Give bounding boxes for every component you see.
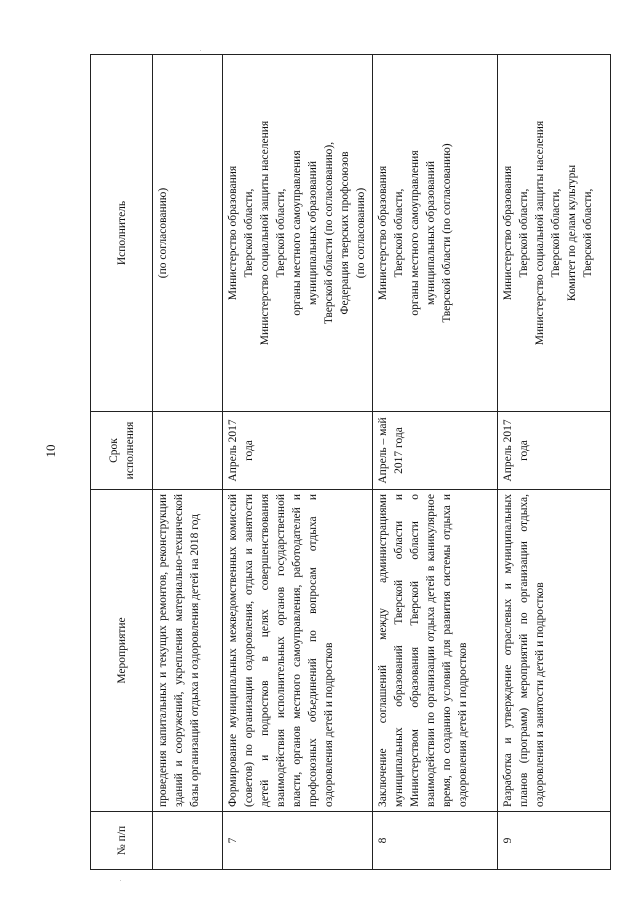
rotated-page — [90, 55, 610, 870]
page-number: 10 — [43, 444, 58, 458]
row-term: Апрель – май 2017 года — [373, 412, 498, 490]
executor-line: Министерство образования — [377, 165, 389, 301]
executor-line: муниципальных образований — [307, 160, 319, 306]
plan-table — [90, 54, 611, 870]
row-term: Апрель 2017 года — [223, 412, 373, 490]
executor-line: Тверской области, — [275, 188, 287, 278]
row-executor — [153, 55, 223, 412]
row-executor — [373, 55, 498, 412]
executor-line: Министерство социальной защиты населения — [259, 120, 271, 346]
table-header-row — [91, 55, 153, 870]
table-row — [498, 55, 611, 870]
row-term: Апрель 2017 года — [498, 412, 611, 490]
row-activity: Разработка и утверждение отраслевых и муниципальных планов (программ) мероприятий по организации отдыха, оздоровления и занятости детей и подростков — [498, 490, 611, 812]
row-activity: Формирование муниципальных межведомственных комиссий (советов) по организации оздоровления, отдыха и занятости детей и подростков в целях совершенствования взаимодействия исполнительных органов государственной власти, органов местного самоуправления, работодателей и профсоюзных объединений по вопросам отдыха и оздоровления детей и подростков — [223, 490, 373, 812]
executor-line: Тверской области, — [393, 188, 405, 278]
executor-line: Тверской области, — [582, 188, 594, 278]
header-activity: Мероприятие — [91, 490, 153, 812]
executor-line: Тверской области, — [243, 188, 255, 278]
executor-line: органы местного самоуправления — [291, 150, 303, 316]
row-executor — [223, 55, 373, 412]
executor-line: Министерство социальной защиты населения — [534, 120, 546, 346]
table-row — [373, 55, 498, 870]
executor-line: Федерация тверских профсоюзов — [339, 151, 351, 315]
executor-line: (по согласованию) — [157, 187, 169, 279]
scan-mark — [200, 50, 201, 51]
table-row — [153, 55, 223, 870]
header-term: Срок исполнения — [91, 412, 153, 490]
header-num: № п/п — [91, 812, 153, 870]
executor-line: Тверской области, — [518, 188, 530, 278]
table-row — [223, 55, 373, 870]
executor-line: Тверской области (по согласованию), — [323, 141, 335, 325]
row-term — [153, 412, 223, 490]
executor-line: Тверской области, — [550, 188, 562, 278]
row-activity: Заключение соглашений между администрациями муниципальных образований Тверской области и Министерством образования Тверской области о взаимодействии по организации отдыха детей в каникулярное время, по созданию условий для развития системы отдыха и оздоровления детей и подростков — [373, 490, 498, 812]
row-num: 8 — [373, 812, 498, 870]
executor-line: муниципальных образований — [425, 160, 437, 306]
executor-line: Министерство образования — [502, 165, 514, 301]
row-num — [153, 812, 223, 870]
row-executor — [498, 55, 611, 412]
header-executor: Исполнитель — [91, 55, 153, 412]
executor-line: Тверской области (по согласованию) — [441, 143, 453, 323]
scan-mark — [120, 880, 121, 881]
executor-line: (по согласованию) — [355, 187, 367, 279]
row-activity: проведения капитальных и текущих ремонтов, реконструкции зданий и сооружений, укрепления материально-технической базы организаций отдыха и оздоровления детей на 2018 год — [153, 490, 223, 812]
executor-line: Комитет по делам культуры — [566, 164, 578, 302]
row-num: 9 — [498, 812, 611, 870]
executor-line: Министерство образования — [227, 165, 239, 301]
executor-line: органы местного самоуправления — [409, 150, 421, 316]
row-num: 7 — [223, 812, 373, 870]
